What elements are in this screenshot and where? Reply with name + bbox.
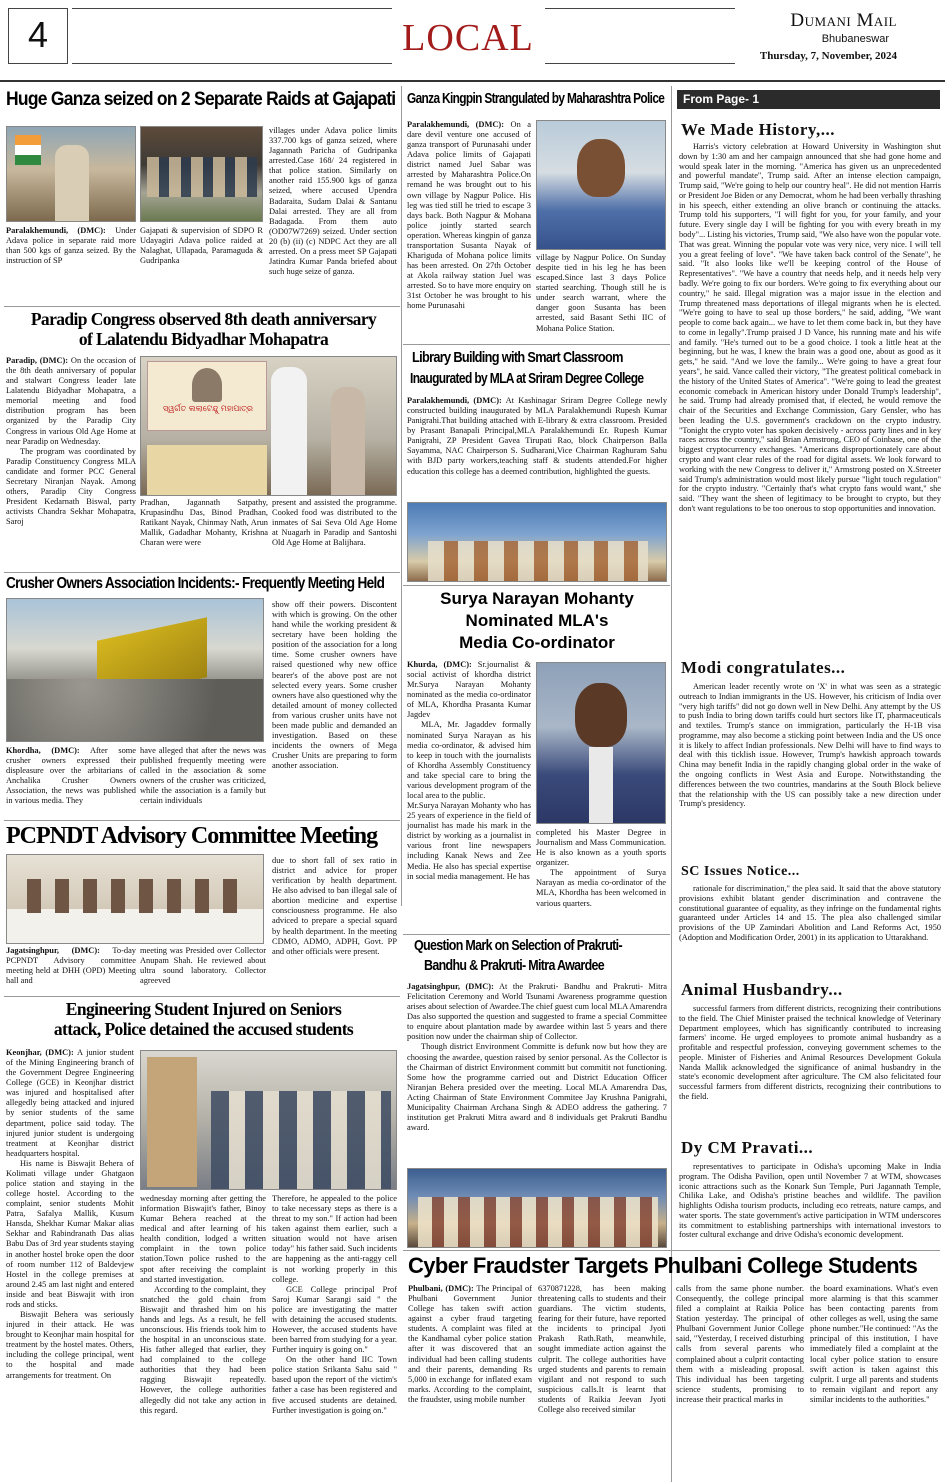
engineering-col1-text: A junior student of the Mining Engineering branch of the Government Degree Engineering College (GCE) in Keonjhar district was injured and hospitalised after allegedly being attacked and injured by senior students of the same department, police said today. The injured junior student is undergoing treatment at Keonjhar district headquarters hospital. xyxy=(6,1048,134,1158)
surya-headline-3: Media Co-ordinator xyxy=(459,633,615,652)
library-body-text: At Kashinagar Sriram Degree College newly constructed building inaugurated by MLA Paralakhemundi Rupesh Kumar Panigrahi.That building attached with E-library & extra classroom. Presided by Prasant Banapali Principal,MLA Paralakhemundi Er. Rupesh Kumar Panigrahi, ZP President Gavea Tirupati Rao, block Chairperson Balla Sayamma, NAC Chairperson S. Sudharani,Vice Chairman Raghuram Sahu with BJD party workers,teaching staff & students attended.For higher education this college has a deemed contribution, highlighted the guests. xyxy=(407,396,667,476)
cyber-headline: Cyber Fraudster Targets Phulbani College Students xyxy=(408,1253,918,1278)
column-rule xyxy=(401,86,402,906)
cyber-col3: calls from the same phone number. Consequently, the college principal filed a complaint at Raikia Police Station yesterday. The principal of Phulbani Government Junior College said, "Yesterday, I received disturbing calls from several parents who complained about a culprit contacting them with a misleading proposal. This individual has been targeting science students, promising to increase their practical marks in xyxy=(676,1284,804,1404)
ganza-photo xyxy=(6,126,136,222)
library-headline-1: Library Building with Smart Classroom xyxy=(412,349,623,366)
page-number: 4 xyxy=(27,14,49,55)
table-image xyxy=(147,445,267,496)
ganza-dateline: Paralakhemundi, (DMC): xyxy=(6,226,106,235)
pcpndt-dateline: Jagatsinghpur, (DMC): xyxy=(6,946,100,955)
paradip-col3: present and assisted the programme. Cooked food was distributed to the inmates of Sai Seva Old Age Home at Nuagarh in Paradip and Santoshi Old Age Home at Balijhara. xyxy=(272,498,397,548)
section-rule xyxy=(403,585,670,586)
paper-name: Dumani Mail xyxy=(790,10,897,31)
pcpndt-col3: due to short fall of sex ratio in district and advice for proper verification by health department. He also advised to ban illegal sale of abortion medicine and expertise consciousness programme. He also adviced to prepare a special squard by health department. In the meeting CDMO, ADMO, ADPH, Govt. PP and other officials were present. xyxy=(272,856,397,956)
surya-col2 xyxy=(536,828,666,932)
section-rule xyxy=(4,820,400,821)
crusher-col1 xyxy=(6,746,136,826)
masthead-rule xyxy=(0,80,945,82)
engineering-col2 xyxy=(140,1194,266,1478)
prakruti-headline-1: Question Mark on Selection of Prakruti- xyxy=(414,937,622,954)
engineering-col1c-text: Biswajit Behera was seriously injured in their attack. He was brought to Keonjhar main hospital for treatment by the hostel mates. Others, including the college principal, went to the hospital and made arrangements for treatment. On xyxy=(6,1310,134,1380)
kingpin-dateline: Paralakhemundi, (DMC): xyxy=(407,120,505,129)
cyber-col1-text: The Principal of Phulbani Government Junior College has taken swift action against a cyber fraud targeting students. A complaint was filed at the Kandhamal cyber police station after it was discovered that an individual had been calling students and their parents, demanding Rs 5,000 in exchange for inflated exam marks. According to the complaint, the fraudster, using mobile number xyxy=(408,1284,532,1404)
section-rule xyxy=(4,572,400,573)
section-rule xyxy=(4,996,400,997)
paradip-col2: Pradhan, Jagannath Satpathy, Krupasindhu Das, Binod Pradhan, Ratikant Nayak, Chinmay Nath, Arun Mallik, Gadadhar Mohanty, Krishna Charan were were xyxy=(140,498,268,548)
engineering-dateline: Keonjhar, (DMC): xyxy=(6,1048,74,1057)
prakruti-body xyxy=(407,982,667,1166)
masthead-left-frame xyxy=(72,8,392,64)
pcpndt-headline: PCPNDT Advisory Committee Meeting xyxy=(6,823,378,849)
engineering-col2-text: wednesday morning after getting the information Biswajit's father, Binoy Kumar Behera reached at the medical and after learning of his health condition, lodged a written complaint in the town police station.Town police rushed to the spot after receiving the complaint and started investigation. xyxy=(140,1194,266,1284)
paradip-headline-2: of Lalatendu Bidyadhar Mohapatra xyxy=(78,329,329,349)
engineering-headline-2: attack, Police detained the accused students xyxy=(53,1019,354,1039)
door-image xyxy=(147,1057,197,1187)
engineering-col3b-text: GCE College principal Prof Saroj Kumar Sarangi said " the police are investigating the matter with detaining the accused students. However, the accused students have been barred from studying for a year. Further inquiry is going on." xyxy=(272,1284,397,1355)
modi-body: American leader recently wrote on 'X' in what was seen as a strategic outreach to Indian immigrants in the US. However, his criticism of India over "very high tariffs" did not go down well in New Delhi. Any attempt by the US to push India to bring down tariffs could hurt sectors like IT, pharmaceuticals and textiles. Trump's stance on immigration, particularly the H-1B visa programme, may also become a sticking point between India and the US once it is likely to affect Indian professionals. New Delhi will have to find ways to deal with this ticklish issue. However, Trump's hawkish approach towards China may benefit India in the rapidly changing global order in the wake of the ongoing conflicts in West Asia and Europe. Notwithstanding the differences between the two countries, mandarins at the South Block believe that the relationship with the US can possibly take a new direction under Trump's presidency. xyxy=(679,682,941,809)
crusher-col3: show off their powers. Discontent with which is growing. On the other hand while the working president & secretary have been holding the position of the association for a long time. Some crusher owners have raised questioned why new office bearer's of the above post are not selected every years. Some crusher owners have also questioned why the detailed amount of money collected from various crusher units have not been made public and demanded an investigation. Based on these incidents the owners of Mega Crusher Units are preparing to form another association. xyxy=(272,600,397,771)
flag-image xyxy=(15,135,41,165)
award-group-image xyxy=(418,1197,658,1247)
ganza-col1 xyxy=(6,226,136,306)
section-rule xyxy=(403,344,670,345)
paradip-dateline: Paradip, (DMC): xyxy=(6,356,69,365)
masthead-right-frame xyxy=(545,8,735,64)
surya-headline-2: Nominated MLA's xyxy=(465,611,609,630)
paradip-col1 xyxy=(6,356,136,572)
cm-body: representatives to participate in Odisha's upcoming Make in India program. The Odisha Pavilion, open until November 7 at WTM, showcases iconic attractions such as the Konark Sun Temple, Puri Jagannath Temple, Chilika Lake, and Odisha's pristine beaches and wildlife. The pavilion highlights Odisha tourism products, including eco retreats, nature camps, and water sports. The state government's active participation in WTM underscores its commitment to establishing partnerships with international investors to foster cultural exchange and drive Odisha's economic development. xyxy=(679,1162,941,1240)
surya-col2b-text: The appointment of Surya Narayan as media co-ordinator of the MLA, Khordha has been welcomed in various quarters. xyxy=(536,868,666,908)
history-body: Harris's victory celebration at Howard University in Washington shut down by 1:30 am and her campaign announced that she had gone home and would speak later in the morning. "America has given us an unprecedented and powerful mandate", Trump said. After an intense election campaign, Trump said, "We're going to help our country heal". He did not mention Harris or President Joe Biden or any Democrat, whom he had been verbally thrashing in his speech, either extending an olive branch or continuing the attacks. Trump told his supporters, "I will fight for you, for your family, and your future. Every single day I will be fighting for you with every breath in my body"... Listing his victories, Trump said, "We also have won the popular vote. That was great. Winning the popular vote was very nice, very nice. I will tell you a great feeling of love". "We have taken back control of the Senate", he said. "It also looks like we'll be keeping control of the House of Representatives". "We have a country that needs help, and it needs help very badly. We're going to fix our borders. We're going to fix everything about our country," he said. Illegal migration was a major issue in the election and Trump threatened mass deportations of illegal migrants when he is elected. "We're going to have to seal up those borders," he said, adding, "We want people to come back again... we have to let them come back in, but they have to come in legally".Trump praised J D Vance, his running mate and his wife and family. "He's turned out to be a good choice. I took a little heat at the beginning, but he was, I knew the brain was a good one, about as good as it gets," he said. "And we love the family... We're going to have a great four years", he said. Vance called their victory, "The greatest political comeback in the history of the United States of America". "We're going to lead the greatest economic comeback in American history under Donald Trump's leadership", he said. Trump had already promised that, if elected, he would remove the chair of the Securities and Exchange Commission, Gary Gensler, who has been leading the U.S. government's crackdown on the crypto industry. "Tonight the crypto voter has spoken decisively - across party lines and in key races across the country," said Brian Armstrong, CEO of Coinbase, one of the biggest cryptocurrency exchanges. "Americans disproportionately care about crypto and want clear rules of the road for digital assets. We look forward to working with the new Congress to deliver it," Armstrong posted on X.Streeter said Trump's administration would most likely pursue "light touch regulation" for the crypto industry. "Certainly that's what crypto fans would want," she said. "They want the sheen of legitimacy to be brought to crypto, but they don't want regulations to be too onerous to stop opportunities and innovation. xyxy=(679,142,941,513)
section-title: LOCAL xyxy=(402,17,534,59)
library-body xyxy=(407,396,667,498)
portrait-shirt-image xyxy=(589,747,613,824)
cyber-col1 xyxy=(408,1284,532,1478)
cyber-col4: the board examinations. What's even more alarming is that this scammer has been contacting parents from other colleges as well, using the same phone number."He continued: "As the principal of this institution, I have immediately filed a complaint at the local cyber police station to ensure swift action is taken against this culprit. I urge all parents and students to remain vigilant and report any similar incidents to the authorities." xyxy=(810,1284,938,1404)
masthead xyxy=(0,0,945,85)
kingpin-photo xyxy=(536,120,666,250)
cyber-dateline: Phulbani, (DMC): xyxy=(408,1284,474,1293)
section-rule xyxy=(403,1250,940,1251)
section-rule xyxy=(4,306,400,307)
animal-body: successful farmers from different districts, recognizing their contributions to the field. The Chief Minister praised the technical knowledge of Veterinary Department employees, which has significantly contributed to increasing farmers' income. He urged employees to promote animal husbandry as a profitable and respectful profession, conveying government schemes to the people. Minister of Fisheries and Animal Resources Development Gokula Nanda Mallik acknowledged the significance of animal husbandry in the state's economic development after agriculture. The CM also felicitated four successful farmers from different districts, recognizing their contributions to the field. xyxy=(679,1004,941,1102)
ganza-seizure-photo xyxy=(140,126,263,222)
prakruti-photo xyxy=(407,1168,667,1248)
library-headline-2: Inaugurated by MLA at Sriram Degree College xyxy=(410,370,644,387)
engineering-col1 xyxy=(6,1048,134,1478)
man-figure xyxy=(271,367,307,496)
surya-headline-1: Surya Narayan Mohanty xyxy=(440,589,634,608)
banner-text: ସ୍ୱର୍ଗତ ଲଲାଟେନ୍ଦୁ ମହାପାତ୍ର xyxy=(163,404,253,413)
library-dateline: Paralakhemundi, (DMC): xyxy=(407,396,502,405)
crusher-photo xyxy=(6,598,264,742)
crusher-col2: have alleged that after the news was published frequently meeting were called in the association & some owners of the crusher was criticized, while the association is a family but certain individuals xyxy=(140,746,266,806)
ganza-headline: Huge Ganza seized on 2 Separate Raids at Gajapati xyxy=(6,89,396,110)
kingpin-col2: village by Nagpur Police. On Sunday despite tied in his leg he has been escaped.Since last 3 days Police started searching. Though still he is under search warrant, where the danger goon Susanta has been arrested, said Basant Sethi IIC of Mohana Police Station. xyxy=(536,253,666,333)
man-figure xyxy=(331,387,365,496)
prakruti-p2: Though district Environment Committe is defunk now but how they are choosing the awardee, question raised by senior personal. As the Collector is the Chairman of district Environment committ but commitit not functioning. Some how the programme carried out and District Education Officer Niranjan Behera presided over the meeting. Local MLA Amarendra Das, Acting Chairman of State Environment Commitee Jay Krushna Panigrahi, Municipality Chairman Archana Singh & ADEO address the gathering. 7 institution get Prakruti Mitra award and 8 individuals get Prakruti Bandhu award. xyxy=(407,1042,667,1133)
surya-col1-text: Sr.journalist & social activist of khordha district Mr.Surya Narayan Mohanty nominated as the media co-ordinator of MLA, Khordha Prasanta Kumar Jagdev xyxy=(407,660,531,720)
engineering-col3 xyxy=(272,1194,397,1478)
crusher-col1-text: After some crusher owners expressed their displeasure over the arbitarians of Anchalika Crusher Owners Association, the news was published in various media. They xyxy=(6,746,136,806)
engineering-col2b-text: According to the complaint, they snatched the gold chain from Biswajit and thrashed him on his hands and legs. As a result, he fell unconscious. His friends took him to the hospital in an unconscious state. His father alleged that earlier, they had complained to the college authorities that they had been ragging Biswajit repeatedly. However, the college authorities allegedly did not take any action in this regard. xyxy=(140,1284,266,1415)
surya-col1b-text: MLA, Mr. Jagaddev formally nominated Surya Narayan as his media co-ordinator, & advised him to keep in touch with the journalists of Khordha Assembly Constituency and take special care to bring the various development program of the local area to the public. xyxy=(407,720,531,801)
engineering-photo xyxy=(140,1050,397,1190)
kingpin-col1-text: On a dare devil venture one accused of ganza transport of Purunasahi under Adava police limits of Gajapati district named Juel Sabar was arrested by Maharashtra Police.On remand he was brought out to his own village by Nagpur Police. His leg was tied still he tried to escape 3 days back. Both Nagpur & Mohana police jointly started search operation. Whereas kingpin of ganza transportation Susanta Nayak of Khariguda of Mohana police limits has been arrested. On 27th October at Akola railway station Juel was arrested. So to have more enquiry on 31st October he was brought to his home Purunasahi xyxy=(407,120,531,311)
dignitaries-image xyxy=(428,541,648,581)
engineering-col3c-text: On the other hand IIC Town police station Srikanta Sahu said " based upon the report of the victim's father a case has been registered and five accused students are detained. Further investigation is going on." xyxy=(272,1355,397,1415)
sc-body: rationale for discrimination," the plea said. It said that the above statutory provisions exhibit blatant gender discrimination and contravene the constitutional guarantee of equality, as they infringe on the fundamental rights guaranteed under Articles 14 and 15. The plea also challenged similar provisions of the UP Zamindari Abolition and Land Reforms Act, 1950 (Adoption and Modification Order, 2001) in its application to Uttarakhand. xyxy=(679,884,941,942)
kingpin-headline: Ganza Kingpin Strangulated by Maharashtra Police xyxy=(407,91,665,107)
paradip-headline-1: Paradip Congress observed 8th death anniversary xyxy=(30,309,377,329)
prakruti-headline-2: Bandhu & Prakruti- Mitra Awardee xyxy=(424,957,605,974)
ganza-col3: villages under Adava police limits 337.700 kgs of ganza seized, where Jagannath Paricha of Gudripanka arrested.Case 168/ 24 registered in that police station. Similarly on another raid 155.900 kgs of ganza seized, where accused Upendra Badaraita, Sudam Dalai & Santanu Dalai arrested. They are all from Badagada. From them auto (OD07W7269) seized. Under section 20 (b) (ii) (c) NDPC Act they are all arrested. On a press meet SP Gajapati Jatindra Kumar Panda briefed about such huge seize of ganza. xyxy=(269,126,397,277)
ganza-col1-text: Under Adava police in separate raid more than 500 kgs of ganza seized. By the instruction of SP xyxy=(6,226,136,266)
prakruti-p1: At the Prakruti- Bandhu and Prakruti- Mitra Felicitation Ceremony and World Tsunami Awareness programme question arises about selection of Awardee.The chief guest cum local MLA Amarendra Das also supported the question and suggested to frame a special Committee to enquire about plantation made by awardee within last 5 years and there position now under the chairman ship of Collector. xyxy=(407,982,667,1042)
surya-dateline: Khurda, (DMC): xyxy=(407,660,472,669)
prakruti-dateline: Jagatsinghpur, (DMC): xyxy=(407,982,494,991)
police-group-image xyxy=(147,157,257,197)
portrait-face-image xyxy=(575,683,627,747)
engineering-col1b-text: His name is Biswajit Behera of Kolimati village under Ghatgaon police station and staying in the college hostel. According to the complaint, senior students Mohit Patra, Safalya Mallik, Kusum Hansda, Shekhar Kumar Makar alias Sekhar and Rabindranath Das alias Babu Das of 3rd year students staying in another hostel broke open the door of room number 112 of Baldevjew Hostel in the college premises at around 2.45 am last night and entered inside and beat Biswajit with iron rods and sticks. xyxy=(6,1158,134,1309)
ganza-col2: Gajapati & supervision of SDPO R Udayagiri Adava police raided at Nalaghat, Ullapada, Paramaguda & Gudripanka xyxy=(140,226,263,266)
officer-figure xyxy=(55,145,89,222)
sc-heading: SC Issues Notice... xyxy=(681,864,800,879)
paradip-col1-text: On the occasion of the 8th death anniversary of popular and stalwart Congress leader late Lalatendu Bidyadhar Mohapatra, a memorial meeting and food distribution program has been organized by the Paradip City Congress in various Old Age Home at near Paradip on Wednesday. xyxy=(6,356,136,446)
face-image xyxy=(577,139,625,197)
pcpndt-col1 xyxy=(6,946,136,996)
engineering-headline-1: Engineering Student Injured on Seniors xyxy=(65,999,342,1019)
crusher-dateline: Khordha, (DMC): xyxy=(6,746,80,755)
modi-heading: Modi congratulates... xyxy=(681,658,846,677)
kingpin-col1 xyxy=(407,120,531,342)
from-page-tag xyxy=(677,90,940,109)
surya-col1 xyxy=(407,660,531,932)
pcpndt-col1-text: To-day PCPNDT Advisory committee meeting held at DHH (OPD) Meeting hall and xyxy=(6,946,136,986)
people-group-image xyxy=(211,1091,391,1190)
surya-col2-text: completed his Master Degree in Journalism and Mass Communication. He is also known as a youth sports organizer. xyxy=(536,828,666,868)
history-heading: We Made History,... xyxy=(681,120,835,139)
paradip-col1b-text: The program was coordinated by Paradip Constituency Congress MLA candidate and former PCC General Secretary Niranjan Nayak. Among others, Paradip City Congress President Kedarnath Biswal, party activists Chandra Sekhar Mohapatra, Saroj xyxy=(6,446,136,527)
pcpndt-photo xyxy=(6,854,264,944)
crusher-headline: Crusher Owners Association Incidents:- Frequently Meeting Held xyxy=(6,575,385,592)
surya-photo xyxy=(536,662,666,824)
portrait-image xyxy=(192,368,222,402)
section-rule xyxy=(403,934,670,935)
issue-date: Thursday, 7, November, 2024 xyxy=(759,50,897,62)
paradip-photo xyxy=(140,356,397,496)
cyber-col2: 6370871228, has been making threatening calls to students and their guardians. The victim students, fearing for their future, have reported the incidents to principal Jyoti Prakash Rath.Rath, meanwhile, sought immediate action against the culprit. The college authorities have urged students and parents to remain vigilant and not respond to such suspicious calls.It is learnt that students of Raikia Jeevan Jyoti College also received similar xyxy=(538,1284,666,1414)
pcpndt-col2: meeting was Presided over Collector Anupam Shah. He reviewed about ultra sound laboratory. Collector agreeved xyxy=(140,946,266,986)
from-page-tag-label: From Page- 1 xyxy=(683,92,760,106)
surya-col1c-text: Mr.Surya Narayan Mohanty who has 25 years of experience in the field of journalist has made his mark in the district by working as a journalist in various front line newspapers including Kanak News and Zee Media. He also has special expertise in social media management. He has xyxy=(407,801,531,881)
library-photo xyxy=(407,502,667,582)
meeting-table-image xyxy=(7,909,264,944)
gravel-pile-image xyxy=(7,679,264,742)
engineering-col3-text: Therefore, he appealed to the police to take necessary steps as there is a threat to my son." If action had been taken against them earlier, such a situation would not have arisen today" his father said. Such incidents are happening as the anti-raggy cell is not working properly in this college. xyxy=(272,1194,397,1284)
memorial-banner xyxy=(147,361,267,431)
cm-heading: Dy CM Pravati... xyxy=(681,1138,814,1157)
animal-heading: Animal Husbandry... xyxy=(681,980,843,999)
paper-city: Bhubaneswar xyxy=(821,33,889,45)
attendees-image xyxy=(27,879,247,913)
